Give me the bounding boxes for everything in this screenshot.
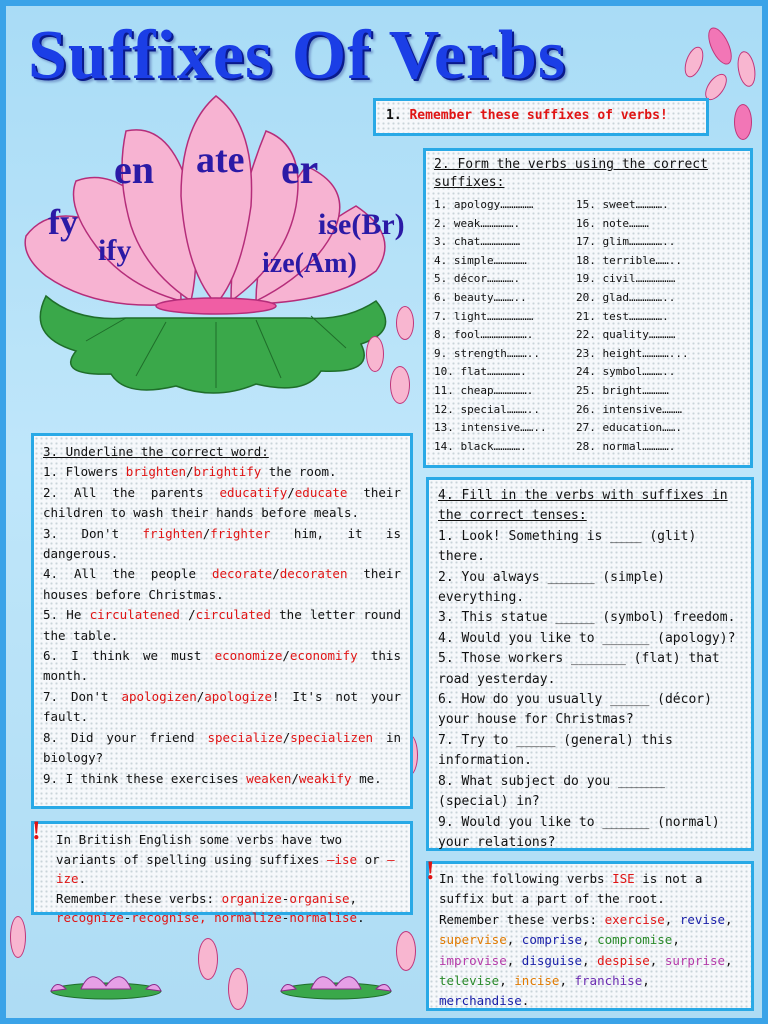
- word-item: 18. terrible……..: [576, 253, 682, 267]
- item-text: /: [202, 525, 211, 541]
- separator: ,: [725, 952, 733, 968]
- item-text: 4. All the people: [43, 566, 212, 582]
- item-text: 9. I think these exercises: [43, 770, 247, 786]
- word-item: 14. black………….: [434, 439, 527, 453]
- word-choice-a: frighten: [142, 525, 203, 541]
- word-item: 17. glim……………..: [576, 235, 676, 249]
- separator: .: [521, 993, 530, 1009]
- word-item: 22. quality…………: [576, 328, 676, 342]
- verb-pair-a: normalize: [214, 910, 282, 926]
- ise-verb: disguise: [521, 952, 583, 968]
- verb-pair-b: normalise: [289, 910, 358, 926]
- underline-item: [43, 769, 401, 789]
- suffix-ize: –ize: [56, 851, 395, 887]
- item-text: /: [287, 484, 295, 500]
- word-item: 16. note………: [576, 216, 649, 230]
- suffix-label-ise-br: ise(Br): [318, 208, 405, 241]
- ise-verb: comprise: [521, 932, 583, 948]
- word-item: 2. weak…………….: [434, 216, 521, 230]
- underline-item: [43, 564, 401, 605]
- word-choice-b: weakify: [298, 770, 352, 786]
- word-item: 1. apology……………: [434, 198, 534, 211]
- item-text: /: [179, 607, 196, 623]
- word-item: 27. education…….: [576, 421, 682, 435]
- word-item: 12. special………..: [434, 402, 540, 416]
- word-item: 3. chat………………: [434, 235, 521, 249]
- suffix-label-er: er: [281, 147, 319, 193]
- item-text: 2. All the parents: [43, 484, 220, 500]
- fill-in-item: 8. What subject do you ______ (special) in?: [438, 773, 665, 810]
- verb-pair-b: organise: [289, 890, 350, 906]
- note-text: .: [357, 910, 365, 926]
- note-text: ,: [349, 890, 358, 906]
- word-choice-b: specializen: [290, 729, 374, 745]
- suffix-label-fy: fy: [48, 202, 78, 242]
- separator: ,: [506, 932, 522, 948]
- fill-in-item: 9. Would you like to ______ (normal) your relations?: [438, 814, 720, 850]
- suffix-ise: –ise: [326, 851, 358, 867]
- ise-verb: exercise: [604, 911, 665, 927]
- fill-in-item: 2. You always ______ (simple) everything.: [438, 569, 665, 606]
- petal-decoration: [10, 916, 26, 958]
- fill-in-item: 7. Try to _____ (general) this information.: [438, 732, 673, 769]
- word-list-col-1: [434, 196, 576, 456]
- item-text: their children to wash their hands before meals.: [43, 484, 401, 521]
- word-item: 10. flat…………….: [434, 365, 527, 379]
- note-text: is not a suffix but a part of the root.: [439, 871, 703, 907]
- word-choice-a: weaken: [246, 770, 292, 786]
- item-text: /: [186, 464, 194, 480]
- ise-verb: televise: [439, 973, 500, 989]
- page-title: Suffixes Of Verbs: [28, 17, 567, 94]
- word-item: 11. cheap…………….: [434, 383, 534, 397]
- exclamation-icon: !: [32, 816, 41, 845]
- underline-item: [43, 524, 401, 565]
- word-choice-a: educatify: [219, 484, 288, 500]
- word-item: 13. intensive……..: [434, 421, 547, 435]
- word-item: 9. strength………..: [434, 346, 540, 360]
- underline-item: [43, 728, 401, 769]
- word-choice-b: circulated: [195, 607, 271, 623]
- fill-in-item: 1. Look! Something is ____ (glit) there.: [438, 528, 697, 565]
- note-text: In British English some verbs have two variants of spelling using suffixes: [56, 832, 342, 867]
- item-text: /: [282, 648, 290, 664]
- underline-item: [43, 646, 401, 687]
- item-text: their houses before Christmas.: [43, 566, 402, 602]
- note-text: .: [78, 871, 87, 887]
- word-item: 25. bright…………: [576, 383, 669, 397]
- word-choice-a: economize: [214, 648, 283, 664]
- note-text: Remember these verbs:: [56, 890, 222, 906]
- underline-exercise-list: [43, 462, 401, 789]
- item-text: the room.: [261, 464, 337, 480]
- word-item: 5. décor………….: [434, 272, 521, 286]
- word-item: 15. sweet………….: [576, 198, 669, 211]
- petal-decoration: [735, 50, 758, 88]
- suffix-label-ate: ate: [196, 139, 245, 181]
- word-item: 24. symbol………..: [576, 365, 676, 379]
- item-text: ! It's not your fault.: [43, 688, 401, 725]
- suffix-label-ify: ify: [98, 234, 132, 267]
- section-1-number: 1: [386, 108, 394, 123]
- british-spelling-note: In British English some verbs have two variants of spelling using suffixes –ise or –ize. Remember these verbs: organize-organise, recognize-recognise, normalize-normalise.: [31, 821, 413, 915]
- word-item: 21. test…………….: [576, 309, 669, 323]
- section-2-heading: 2. Form the verbs using the correct suffixes:: [434, 157, 708, 190]
- section-4-box: [426, 477, 754, 851]
- word-choice-b: economify: [289, 648, 358, 664]
- note-text: In the following verbs: [439, 871, 613, 886]
- word-item: 4. simple……………: [434, 253, 527, 267]
- item-text: this month.: [43, 648, 401, 684]
- word-choice-b: educate: [294, 484, 348, 500]
- item-text: me.: [351, 770, 382, 786]
- verb-pair-a: organize: [221, 890, 282, 906]
- word-choice-a: circulatened: [89, 607, 180, 623]
- word-choice-a: decorate: [211, 566, 273, 582]
- petal-decoration: [681, 44, 707, 80]
- word-item: 8. fool………………….: [434, 328, 534, 342]
- item-text: /: [272, 566, 280, 582]
- item-text: /: [291, 770, 299, 786]
- word-choice-b: frighter: [210, 525, 271, 541]
- ise-verb: improvise: [439, 952, 507, 968]
- petal-decoration: [228, 968, 248, 1010]
- underline-item: [43, 462, 401, 482]
- ise-root-note: [426, 861, 754, 1011]
- section-1-box: 1. Remember these suffixes of verbs!: [373, 98, 709, 136]
- note-text: ,: [199, 910, 215, 926]
- item-text: him, it is dangerous.: [43, 525, 401, 562]
- item-text: 3. Don't: [43, 525, 143, 541]
- word-item: 26. intensive………: [576, 402, 682, 416]
- word-item: 6. beauty………..: [434, 290, 527, 304]
- petal-decoration: [734, 104, 752, 140]
- word-item: 23. height…………...: [576, 346, 689, 360]
- verb-pair-a: recognize: [56, 910, 124, 926]
- underline-item: [43, 687, 401, 728]
- separator: ,: [559, 973, 575, 989]
- note-text: Remember these verbs:: [439, 911, 605, 927]
- suffix-label-en: en: [114, 147, 154, 192]
- petal-decoration: [396, 306, 414, 340]
- note-text: or: [357, 851, 388, 867]
- word-list-col-2: [576, 196, 736, 456]
- ise-verb: merchandise: [439, 993, 522, 1009]
- item-text: 6. I think we must: [43, 648, 215, 664]
- fill-in-item: 6. How do you usually _____ (décor) your house for Christmas?: [438, 692, 712, 728]
- section-4-heading: 4. Fill in the verbs with suffixes in the correct tenses:: [438, 488, 728, 524]
- ise-verb: revise: [679, 911, 726, 927]
- petal-decoration: [366, 336, 384, 372]
- word-item: 19. civil………………: [576, 272, 676, 286]
- item-text: 1. Flowers: [43, 464, 126, 480]
- word-choice-a: apologizen: [121, 688, 197, 704]
- ise-keyword: ISE: [612, 871, 635, 886]
- separator: ,: [582, 932, 598, 948]
- underline-item: [43, 483, 401, 524]
- word-choice-b: decoraten: [279, 566, 348, 582]
- item-text: 5. He: [43, 607, 90, 623]
- item-text: /: [282, 729, 291, 745]
- exclamation-icon: !: [426, 856, 435, 885]
- ise-verb: franchise: [574, 973, 643, 989]
- word-choice-b: apologize: [204, 688, 272, 704]
- section-3-box: [31, 433, 413, 809]
- petal-decoration: [390, 366, 410, 404]
- suffix-label-ize-am: ize(Am): [262, 248, 357, 279]
- item-text: /: [196, 688, 205, 704]
- word-choice-a: specialize: [207, 729, 283, 745]
- separator: ,: [672, 932, 680, 948]
- fill-in-item: 5. Those workers _______ (flat) that road yesterday.: [438, 651, 720, 687]
- item-text: 7. Don't: [43, 688, 122, 704]
- separator: ,: [582, 952, 598, 968]
- item-text: 8. Did your friend: [43, 729, 208, 745]
- word-choice-a: brighten: [125, 464, 187, 480]
- word-item: 28. normal………….: [576, 439, 676, 453]
- separator: ,: [506, 952, 522, 968]
- word-item: 20. glad……………..: [576, 290, 676, 304]
- ise-verb: compromise: [597, 932, 673, 948]
- section-3-heading: 3. Underline the correct word:: [43, 444, 269, 459]
- underline-item: [43, 605, 401, 646]
- separator: ,: [642, 973, 650, 989]
- separator: ,: [664, 911, 680, 927]
- section-2-box: [423, 148, 753, 468]
- separator: ,: [725, 911, 733, 927]
- fill-in-item: 4. Would you like to ______ (apology)?: [438, 630, 736, 646]
- ise-verb: surprise: [664, 952, 726, 968]
- mini-lotus-icon: [271, 961, 401, 1001]
- petal-decoration: [703, 24, 736, 68]
- word-choice-b: brightify: [193, 464, 262, 480]
- section-1-text: Remember these suffixes of verbs!: [409, 108, 668, 123]
- petal-decoration: [198, 938, 218, 980]
- separator: ,: [649, 952, 665, 968]
- fill-in-item: 3. This statue _____ (symbol) freedom.: [438, 610, 736, 626]
- item-text: in biology?: [43, 729, 401, 766]
- separator: ,: [499, 973, 515, 989]
- ise-verb: despise: [597, 952, 650, 968]
- ise-verb: incise: [514, 973, 560, 989]
- item-text: the letter round the table.: [43, 607, 401, 643]
- mini-lotus-icon: [41, 961, 171, 1001]
- word-item: 7. light…………………: [434, 309, 534, 323]
- verb-pair-b: recognise: [131, 910, 199, 926]
- ise-verb: supervise: [439, 932, 507, 948]
